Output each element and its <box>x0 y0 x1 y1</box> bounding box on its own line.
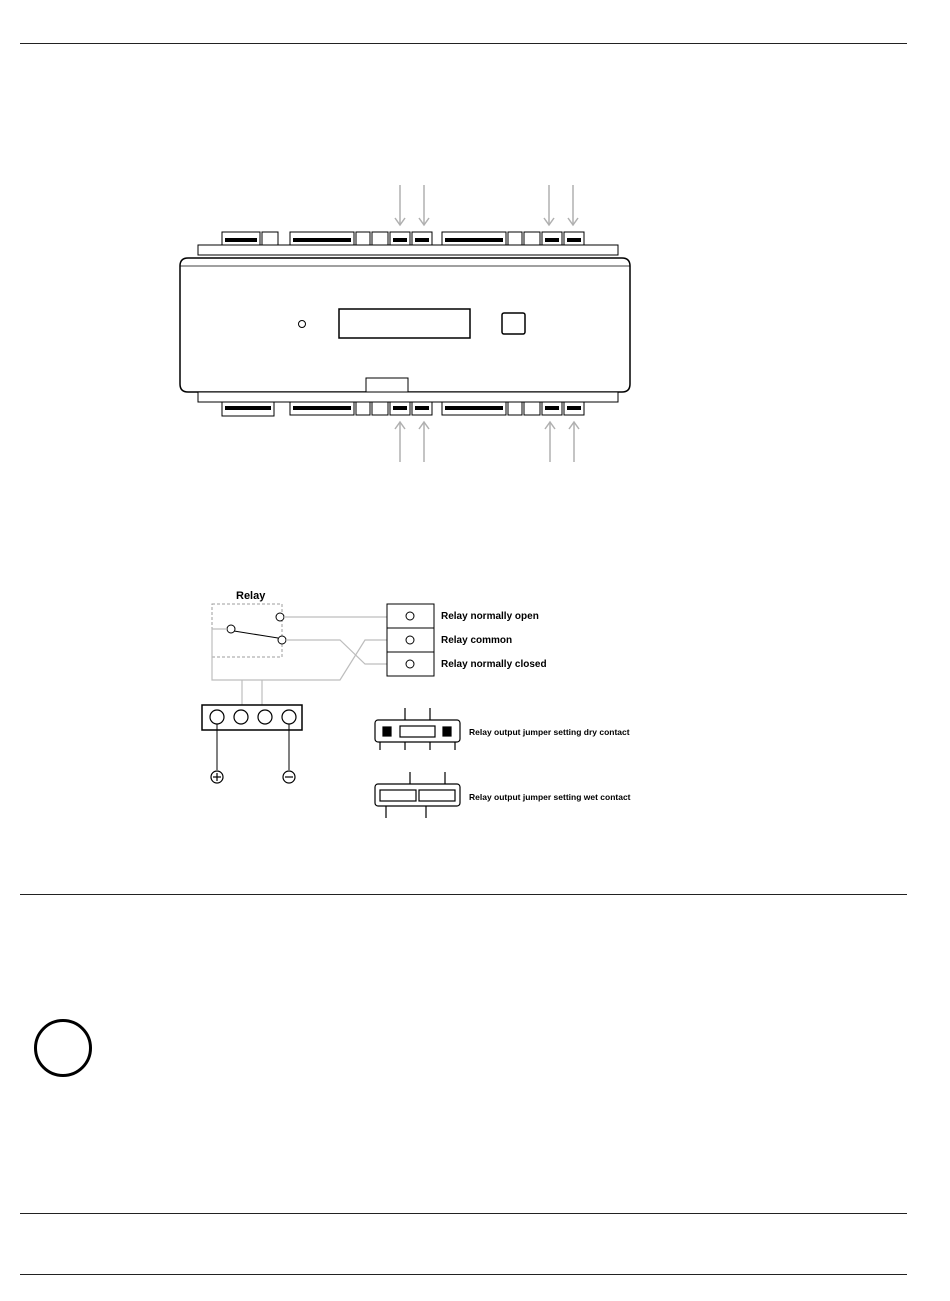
label-normally-open: Relay normally open <box>441 611 539 622</box>
footer-rule <box>20 1274 907 1275</box>
top-arrows <box>395 185 578 225</box>
label-jumper-dry: Relay output jumper setting dry contact <box>469 727 630 737</box>
relay-pivot <box>227 625 235 633</box>
jumper-wet-contact <box>375 772 460 818</box>
section-rule <box>20 894 907 895</box>
relay-box <box>212 604 282 657</box>
section-rule-lower <box>20 1213 907 1214</box>
top-rail <box>198 245 618 255</box>
relay-title: Relay <box>236 590 266 602</box>
notice-icon <box>34 1019 92 1077</box>
relay-wires <box>212 617 388 705</box>
tamper-button <box>502 313 525 334</box>
controller-device-illustration <box>160 170 640 480</box>
bottom-arrows <box>395 422 579 462</box>
label-jumper-wet: Relay output jumper setting wet contact <box>469 792 631 802</box>
jumper-dry-contact <box>375 708 460 750</box>
relay-wiring-diagram <box>190 580 690 840</box>
top-rule <box>20 43 907 44</box>
relay-com-contact <box>278 636 286 644</box>
lcd-display <box>339 309 470 338</box>
label-common: Relay common <box>441 635 513 646</box>
relay-switch-arm <box>234 631 278 638</box>
din-latch <box>366 378 408 392</box>
relay-no-contact <box>276 613 284 621</box>
status-led <box>299 321 306 328</box>
label-normally-closed: Relay normally closed <box>441 659 547 670</box>
bottom-rail <box>198 392 618 402</box>
